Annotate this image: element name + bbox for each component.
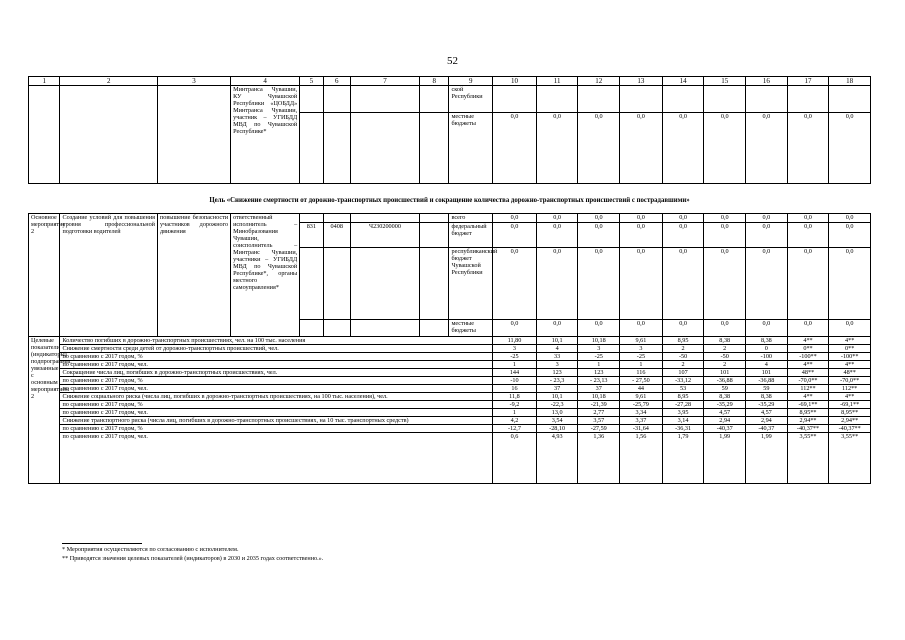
indicator-value-cell: 2,94** [829,417,871,425]
indicator-value-cell: 107 [662,369,704,377]
indicator-value-cell: -40,37 [746,425,788,433]
value-cell: 0,0 [578,248,620,320]
indicator-name-cell: по сравнению с 2017 годом, % [60,425,493,433]
indicator-value-cell: 112** [787,385,829,393]
column-number: 16 [746,77,788,86]
indicator-value-cell: 1,99 [746,433,788,484]
value-cell: 0,0 [620,320,663,337]
value-cell: 0,0 [704,113,746,184]
empty-cell [420,86,449,113]
column-number: 5 [300,77,323,86]
indicator-value-cell: -25,79 [620,401,663,409]
value-cell: 0,0 [620,214,663,223]
empty-cell [350,113,419,184]
indicator-row [29,361,871,369]
empty-cell [300,248,323,320]
header-row [29,77,871,86]
indicator-value-cell: -21,39 [578,401,620,409]
value-cell: 0,0 [578,214,620,223]
indicator-value-cell: 4 [746,361,788,369]
indicator-value-cell: 101 [746,369,788,377]
indicator-value-cell: 59 [704,385,746,393]
value-cell: 0,0 [578,223,620,248]
value-cell: 0,0 [493,113,537,184]
indicator-row [29,425,871,433]
table-row [29,86,871,113]
indicator-value-cell: 2 [704,345,746,353]
indicator-value-cell: 59 [746,385,788,393]
column-number: 8 [420,77,449,86]
indicator-row [29,369,871,377]
indicator-value-cell: -100** [787,353,829,361]
value-cell: 0,0 [746,223,788,248]
indicator-name-cell: по сравнению с 2017 годом, % [60,377,493,385]
value-cell: 0,0 [829,214,871,223]
indicator-name-cell: по сравнению с 2017 годом, чел. [60,361,493,369]
footnote-2: ** Приводятся значения целевых показателей (индикаторов) в 2030 и 2035 годах соответственно.». [62,555,324,562]
indicator-value-cell: 9,61 [620,337,663,345]
indicator-value-cell: -70,0** [787,377,829,385]
indicator-row [29,337,871,345]
value-cell: 0,0 [493,248,537,320]
indicator-value-cell: 144 [493,369,537,377]
indicator-value-cell: 16 [493,385,537,393]
indicator-row [29,353,871,361]
indicators-label-cell: Целевые показатели (индикаторы) подпрограммы, увязанные с основным мероприятием 2 [29,337,60,484]
indicator-value-cell: -70,0** [829,377,871,385]
value-cell: 0,0 [493,320,537,337]
indicator-value-cell: 4** [787,393,829,401]
indicator-value-cell: 8,95** [829,409,871,417]
indicator-value-cell: 8,95** [787,409,829,417]
indicator-name-cell: по сравнению с 2017 годом, чел. [60,385,493,393]
indicator-value-cell: -35,29 [746,401,788,409]
indicator-value-cell: -12,7 [493,425,537,433]
value-cell: 0,0 [704,214,746,223]
rzpr-cell: 0408 [323,223,350,248]
value-cell: 0,0 [662,113,704,184]
indicator-value-cell: 116 [620,369,663,377]
indicator-value-cell: 3 [620,345,663,353]
indicator-value-cell: 2 [662,361,704,369]
column-number: 11 [536,77,578,86]
indicator-value-cell: 101 [704,369,746,377]
indicator-value-cell: 2,94 [704,417,746,425]
empty-cell [350,86,419,113]
indicator-row [29,345,871,353]
event-table [28,213,871,484]
indicator-value-cell: 3,55** [829,433,871,484]
indicator-name-cell: Количество погибших в дорожно-транспортных происшествиях, чел. на 100 тыс. населения [60,337,493,345]
indicator-value-cell: 1 [493,361,537,369]
indicator-name-cell: по сравнению с 2017 годом, чел. [60,433,493,484]
indicator-value-cell: 4,57 [704,409,746,417]
indicator-value-cell: 10,1 [536,337,578,345]
indicator-value-cell: -69,1** [829,401,871,409]
indicator-value-cell: 3 [536,361,578,369]
column-number: 12 [578,77,620,86]
value-cell: 0,0 [787,320,829,337]
source-cell: республиканский бюджет Чувашской Республики [449,248,493,320]
empty-cell [420,223,449,248]
empty-cell [829,86,871,113]
indicator-value-cell: 1,36 [578,433,620,484]
indicator-value-cell: -36,88 [746,377,788,385]
indicator-value-cell: -35,29 [704,401,746,409]
indicator-value-cell: 3 [578,345,620,353]
indicator-name-cell: Снижение транспортного риска (числа лиц, погибших в дорожно-транспортных происшествиях, на 10 тыс. транспортных средств) [60,417,493,425]
indicator-value-cell: 4** [787,337,829,345]
indicator-value-cell: 0,6 [493,433,537,484]
indicator-name-cell: по сравнению с 2017 годом, % [60,401,493,409]
empty-cell [300,86,323,113]
indicator-name-cell: по сравнению с 2017 годом, % [60,353,493,361]
empty-cell [420,214,449,223]
empty-cell [157,86,230,184]
indicator-value-cell: -25 [578,353,620,361]
indicator-value-cell: 1 [578,361,620,369]
top-table [28,76,871,184]
value-cell: 0,0 [746,320,788,337]
indicator-value-cell: 3,54 [536,417,578,425]
empty-cell [536,86,578,113]
indicator-value-cell: 2,94** [787,417,829,425]
indicator-value-cell: 44 [620,385,663,393]
value-cell: 0,0 [536,113,578,184]
empty-cell [420,113,449,184]
value-cell: 0,0 [662,223,704,248]
empty-cell [746,86,788,113]
indicator-value-cell: 1,79 [662,433,704,484]
empty-cell [60,86,158,184]
indicator-value-cell: 2 [662,345,704,353]
source-cell: всего [449,214,493,223]
indicator-value-cell: -10 [493,377,537,385]
indicator-value-cell: 1 [620,361,663,369]
indicator-name-cell: Снижение социального риска (числа лиц, погибших в дорожно-транспортных происшествиях, на 100 тыс. населения), чел. [60,393,493,401]
indicator-value-cell: 4** [787,361,829,369]
value-cell: 0,0 [829,113,871,184]
indicator-value-cell: 13,0 [536,409,578,417]
indicator-value-cell: 3,55** [787,433,829,484]
indicator-value-cell: 0 [746,345,788,353]
indicator-value-cell: 3,57 [578,417,620,425]
empty-cell [787,86,829,113]
indicator-value-cell: 112** [829,385,871,393]
indicator-row [29,401,871,409]
indicator-value-cell: -22,3 [536,401,578,409]
indicator-value-cell: 37 [578,385,620,393]
empty-cell [350,248,419,320]
indicator-value-cell: -27,28 [662,401,704,409]
indicator-row [29,417,871,425]
indicator-value-cell: 9,61 [620,393,663,401]
indicator-value-cell: 11,80 [493,337,537,345]
indicator-name-cell: Снижение смертности среди детей от дорожно-транспортных происшествий, чел. [60,345,493,353]
empty-cell [420,320,449,337]
table-row [29,214,871,223]
column-number: 1 [29,77,60,86]
indicator-value-cell: 3,34 [620,409,663,417]
indicator-value-cell: -36,88 [704,377,746,385]
empty-cell [323,113,350,184]
indicator-value-cell: -28,10 [536,425,578,433]
indicator-value-cell: 0** [829,345,871,353]
indicator-name-cell: по сравнению с 2017 годом, чел. [60,409,493,417]
value-cell: 0,0 [746,113,788,184]
indicator-name-cell: Сокращение числа лиц, погибших в дорожно-транспортных происшествиях, чел. [60,369,493,377]
indicator-value-cell: 10,18 [578,337,620,345]
value-cell: 0,0 [662,214,704,223]
indicator-value-cell: 4** [829,393,871,401]
column-number: 13 [620,77,663,86]
value-cell: 0,0 [746,214,788,223]
indicator-value-cell: 123 [578,369,620,377]
value-cell: 0,0 [578,320,620,337]
indicator-value-cell: 1,56 [620,433,663,484]
column-number: 7 [350,77,419,86]
indicator-value-cell: -40,37 [704,425,746,433]
column-number: 17 [787,77,829,86]
indicator-value-cell: 3,14 [662,417,704,425]
footnote-divider [62,543,142,544]
empty-cell [493,86,537,113]
indicator-value-cell: 4,2 [493,417,537,425]
indicator-value-cell: 123 [536,369,578,377]
indicator-value-cell: - 23,3 [536,377,578,385]
indicator-value-cell: -27,59 [578,425,620,433]
event-status-cell: Основное мероприятие 2 [29,214,60,337]
source-cell: федеральный бюджет [449,223,493,248]
page-number: 52 [447,55,458,67]
event-task-cell: повышение безопасности участников дорожного движения [157,214,230,337]
empty-cell [704,86,746,113]
indicator-row [29,385,871,393]
value-cell: 0,0 [704,320,746,337]
value-cell: 0,0 [787,248,829,320]
empty-cell [350,214,419,223]
value-cell: 0,0 [829,223,871,248]
indicator-value-cell: -40,37** [787,425,829,433]
value-cell: 0,0 [704,223,746,248]
indicator-value-cell: 4,93 [536,433,578,484]
indicator-value-cell: -25 [493,353,537,361]
indicator-value-cell: -9,2 [493,401,537,409]
indicator-value-cell: 10,1 [536,393,578,401]
column-number: 4 [231,77,300,86]
column-number: 2 [60,77,158,86]
indicator-value-cell: - 23,13 [578,377,620,385]
column-number: 9 [449,77,493,86]
source-cell: местные бюджеты [449,320,493,337]
value-cell: 0,0 [787,113,829,184]
indicator-value-cell: - 27,50 [620,377,663,385]
indicator-row [29,409,871,417]
csr-cell: Ч230200000 [350,223,419,248]
value-cell: 0,0 [662,248,704,320]
source-cell: ской Республики [449,86,493,113]
value-cell: 0,0 [787,214,829,223]
indicator-value-cell: 11,8 [493,393,537,401]
empty-cell [300,320,323,337]
value-cell: 0,0 [787,223,829,248]
indicator-value-cell: 2,94 [746,417,788,425]
indicator-value-cell: 3 [493,345,537,353]
indicator-value-cell: 1,99 [704,433,746,484]
source-cell: местные бюджеты [449,113,493,184]
column-number: 10 [493,77,537,86]
empty-cell [620,86,663,113]
value-cell: 0,0 [493,223,537,248]
executor-cell: Минтранса Чувашии, КУ Чувашской Республики «ЦОБДД» Минтранса Чувашии, участник – УГИБДД МВД по Чувашской Республике* [231,86,300,184]
indicator-value-cell: 8,38 [704,393,746,401]
grbs-cell: 831 [300,223,323,248]
value-cell: 0,0 [536,214,578,223]
value-cell: 0,0 [704,248,746,320]
event-name-cell: Создание условий для повышения уровня профессиональной подготовки водителей [60,214,158,337]
indicator-value-cell: -50 [704,353,746,361]
value-cell: 0,0 [493,214,537,223]
indicator-value-cell: -69,1** [787,401,829,409]
empty-cell [420,248,449,320]
indicator-value-cell: -31,64 [620,425,663,433]
indicator-value-cell: 4 [536,345,578,353]
indicator-value-cell: 8,95 [662,337,704,345]
indicator-value-cell: -40,37** [829,425,871,433]
indicator-value-cell: 8,95 [662,393,704,401]
value-cell: 0,0 [536,320,578,337]
event-executor-cell: ответственный исполнитель – Минобразования Чувашии, соисполнитель – Минтранс Чувашии, участники – УГИБДД МВД по Чувашской Республике*, органы местного самоуправления* [231,214,300,337]
indicator-value-cell: 1 [493,409,537,417]
indicator-value-cell: -100** [829,353,871,361]
indicator-value-cell: 2,77 [578,409,620,417]
indicator-value-cell: 0** [787,345,829,353]
indicator-row [29,377,871,385]
value-cell: 0,0 [662,320,704,337]
indicator-value-cell: 3,95 [662,409,704,417]
value-cell: 0,0 [829,320,871,337]
indicator-value-cell: 48** [787,369,829,377]
column-number: 3 [157,77,230,86]
empty-cell [578,86,620,113]
empty-cell [323,320,350,337]
indicator-value-cell: 8,38 [746,337,788,345]
indicator-value-cell: -25 [620,353,663,361]
empty-cell [300,113,323,184]
value-cell: 0,0 [829,248,871,320]
indicator-value-cell: 8,38 [704,337,746,345]
empty-cell [350,320,419,337]
indicator-value-cell: 48** [829,369,871,377]
value-cell: 0,0 [620,248,663,320]
empty-cell [323,214,350,223]
indicator-value-cell: -36,31 [662,425,704,433]
indicator-row [29,393,871,401]
empty-cell [323,86,350,113]
indicator-value-cell: 8,38 [746,393,788,401]
value-cell: 0,0 [746,248,788,320]
indicator-value-cell: 37 [536,385,578,393]
indicator-value-cell: 33 [536,353,578,361]
value-cell: 0,0 [620,223,663,248]
value-cell: 0,0 [536,223,578,248]
goal-title: Цель «Снижение смертности от дорожно-транспортных происшествий и сокращение количества дорожно-транспортных происшествий с пострадавшими» [209,197,690,204]
indicator-value-cell: 10,18 [578,393,620,401]
empty-cell [662,86,704,113]
column-number: 15 [704,77,746,86]
indicator-value-cell: 4** [829,337,871,345]
empty-cell [323,248,350,320]
indicator-value-cell: 2 [704,361,746,369]
indicator-value-cell: 53 [662,385,704,393]
column-number: 6 [323,77,350,86]
value-cell: 0,0 [578,113,620,184]
indicator-value-cell: -50 [662,353,704,361]
indicator-value-cell: -33,12 [662,377,704,385]
column-number: 18 [829,77,871,86]
column-number: 14 [662,77,704,86]
indicator-row [29,433,871,484]
value-cell: 0,0 [620,113,663,184]
empty-cell [29,86,60,184]
footnote-1: * Мероприятия осуществляются по согласованию с исполнителем. [62,546,239,553]
indicator-value-cell: 3,37 [620,417,663,425]
value-cell: 0,0 [536,248,578,320]
empty-cell [300,214,323,223]
indicator-value-cell: 4** [829,361,871,369]
indicator-value-cell: -100 [746,353,788,361]
indicator-value-cell: 4,57 [746,409,788,417]
